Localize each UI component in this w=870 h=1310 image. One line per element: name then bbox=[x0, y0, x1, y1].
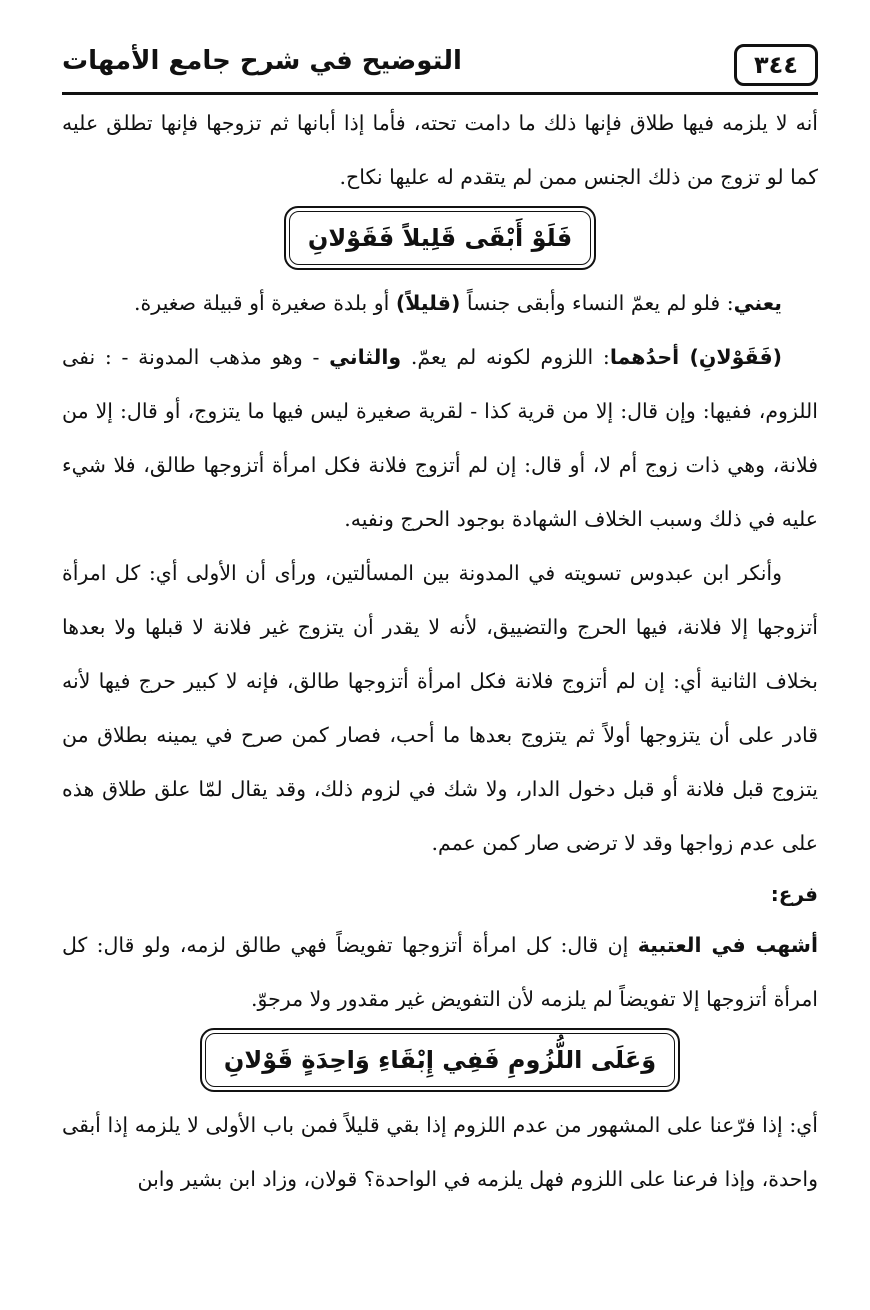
paragraph-text: - وهو مذهب المدونة - : نفى اللزوم، ففيها: وإن قال: إلا من قرية كذا - لقرية صغيرة ليس فيها ما يتزوج، أو قال: إلا من فلانة، وهي ذات زوج أم لا، أو قال: إن لم أتزوج فلانة فكل امرأة أتزوجها طالق، فلا شيء عليه في ذلك وسبب الخلاف الشهادة بوجود الحرج ونفيه. bbox=[62, 345, 818, 531]
matn-frame bbox=[200, 1028, 680, 1092]
matn-heading bbox=[62, 1028, 818, 1092]
quoted-term: (فَقَوْلانِ) أحدُهما bbox=[609, 345, 783, 369]
matn-heading bbox=[62, 206, 818, 270]
paragraph bbox=[62, 918, 818, 1026]
quoted-term: (قليلاً) bbox=[395, 291, 461, 315]
matn-frame bbox=[284, 206, 596, 270]
source-label: أشهب في العتبية bbox=[637, 933, 818, 957]
page-header bbox=[62, 42, 818, 94]
paragraph-text: : اللزوم لكونه لم يعمّ. bbox=[401, 345, 610, 369]
page-body bbox=[62, 96, 818, 1206]
matn-text: فَلَوْ أَبْقَى قَلِيلاً فَقَوْلانِ bbox=[289, 211, 591, 265]
paragraph-text: إن قال: كل امرأة أتزوجها تفويضاً فهي طالق لزمه، ولو قال: كل امرأة أتزوجها إلا تفويضاً لم يلزمه لأن التفويض غير مقدور ولا مرجوّ. bbox=[62, 933, 818, 1011]
running-title: التوضيح في شرح جامع الأمهات bbox=[62, 46, 462, 76]
paragraph: أي: إذا فرّعنا على المشهور من عدم اللزوم إذا بقي قليلاً فمن باب الأولى لا يلزمه إذا أبقى واحدة، وإذا فرعنا على اللزوم فهل يلزمه في الواحدة؟ قولان، وزاد ابن بشير وابن bbox=[62, 1113, 818, 1191]
paragraph bbox=[62, 276, 818, 330]
paragraph-text: أو بلدة صغيرة أو قبيلة صغيرة. bbox=[134, 291, 396, 315]
paragraph: وأنكر ابن عبدوس تسويته في المدونة بين المسألتين، ورأى أن الأولى أي: كل امرأة أتزوجها إلا فلانة، فيها الحرج والتضييق، لأنه لا يقدر أن يتزوج غير فلانة لا قبلها ولا بعدها بخلاف الثانية أي: إن لم أتزوج فلانة فكل امرأة أتزوجها طالق، فإنه لا كبير حرج فيها لأنه قادر على أن يتزوجها أولاً ثم يتزوج بعدها ما أحب، فصار كمن صرح في يمينه بطلاق من يتزوج قبل فلانة أو قبل دخول الدار، ولا شك في لزوم ذلك، وقد يقال لمّا علق طلاق هذه على عدم زواجها وقد لا ترضى صار كمن عمم. bbox=[62, 561, 818, 855]
paragraph-text: : فلو لم يعمّ النساء وأبقى جنساً bbox=[460, 291, 734, 315]
section-label: فرع: bbox=[770, 882, 818, 906]
term-label: والثاني bbox=[329, 345, 402, 369]
paragraph: أنه لا يلزمه فيها طلاق فإنها ذلك ما دامت تحته، فأما إذا أبانها ثم تزوجها فإنها تطلق عليه كما لو تزوج من ذلك الجنس ممن لم يتقدم له عليها نكاح. bbox=[62, 111, 818, 189]
term-label: يعني bbox=[733, 291, 782, 315]
paragraph bbox=[62, 330, 818, 546]
page-number: ٣٤٤ bbox=[734, 44, 818, 86]
matn-text: وَعَلَى اللُّزُومِ فَفِي إِبْقَاءِ وَاحِدَةٍ قَوْلانِ bbox=[205, 1033, 675, 1087]
header-divider bbox=[62, 92, 818, 95]
